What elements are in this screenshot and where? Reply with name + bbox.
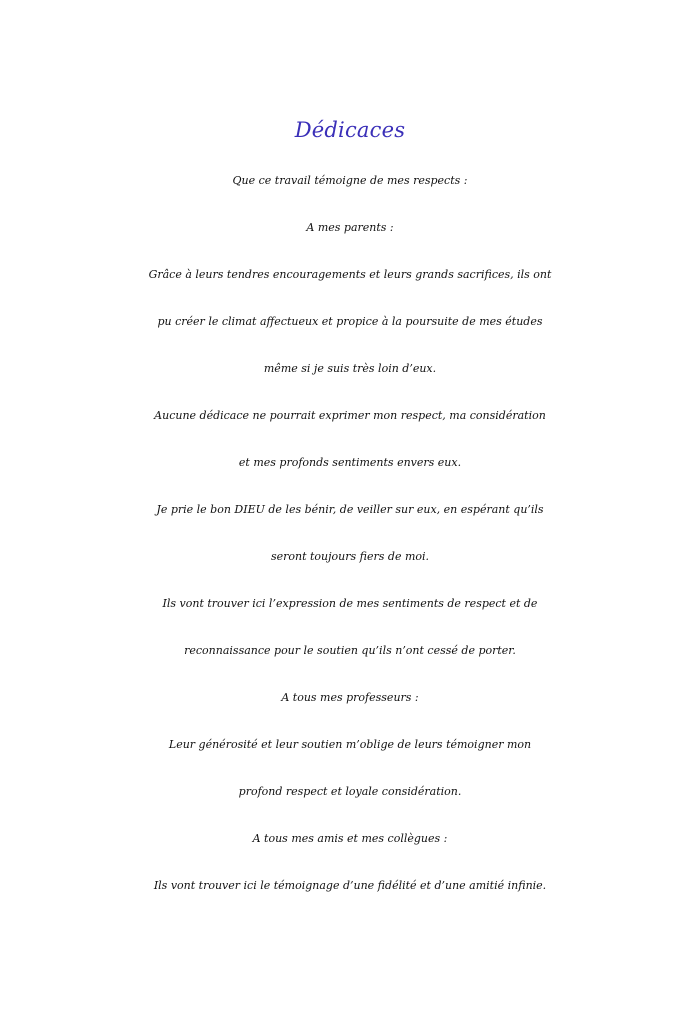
text-line: A tous mes amis et mes collègues :: [252, 832, 448, 845]
page-title: Dédicaces: [294, 118, 406, 142]
text-line: Que ce travail témoigne de mes respects :: [232, 174, 468, 187]
text-line: et mes profonds sentiments envers eux.: [238, 456, 462, 469]
text-line: pu créer le climat affectueux et propice à la poursuite de mes études: [157, 315, 543, 328]
text-line: profond respect et loyale considération.: [238, 785, 462, 798]
text-line: A mes parents :: [306, 221, 394, 234]
text-line: Ils vont trouver ici le témoignage d’une fidélité et d’une amitié infinie.: [153, 879, 547, 892]
text-line: Ils vont trouver ici l’expression de mes sentiments de respect et de: [162, 597, 538, 610]
text-line: seront toujours fiers de moi.: [270, 550, 430, 563]
text-line: reconnaissance pour le soutien qu’ils n’ont cessé de porter.: [184, 644, 516, 657]
text-line: Je prie le bon DIEU de les bénir, de veiller sur eux, en espérant qu’ils: [156, 503, 544, 516]
text-line: même si je suis très loin d’eux.: [263, 362, 437, 375]
text-line: A tous mes professeurs :: [281, 691, 419, 704]
text-line: Aucune dédicace ne pourrait exprimer mon respect, ma considération: [154, 409, 546, 422]
text-line: Grâce à leurs tendres encouragements et leurs grands sacrifices, ils ont: [148, 268, 552, 281]
text-line: Leur générosité et leur soutien m’oblige de leurs témoigner mon: [168, 738, 532, 751]
